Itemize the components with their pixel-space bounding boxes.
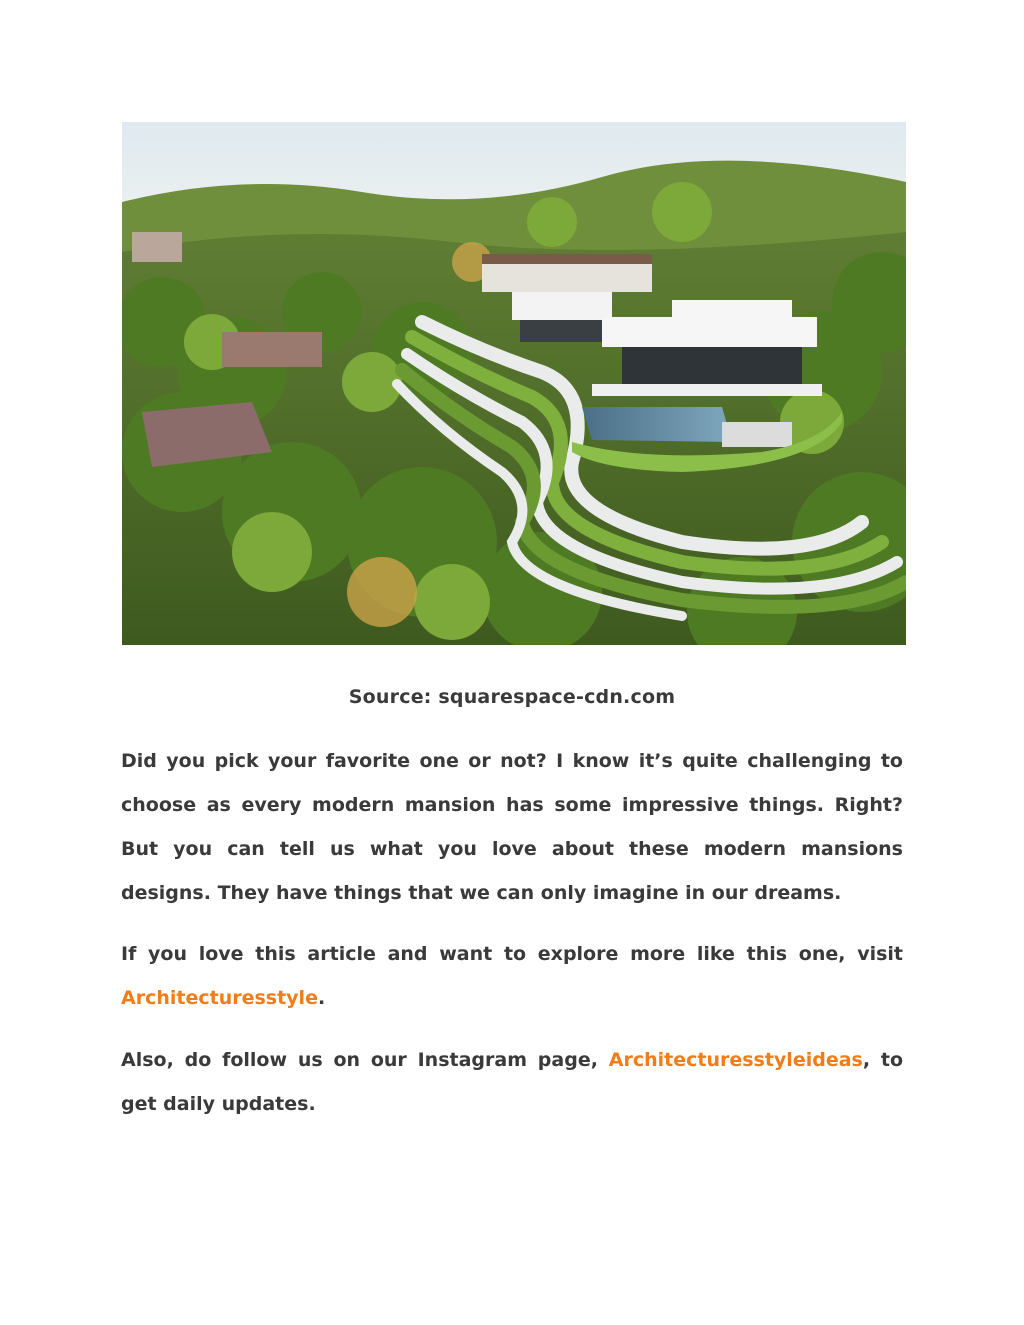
architecturesstyle-link[interactable]: Architecturesstyle: [121, 987, 318, 1009]
paragraph-instagram: [121, 1038, 903, 1126]
paragraph-explore-text: If you love this article and want to explore more like this one, visit: [121, 943, 903, 965]
paragraph-instagram-text: Also, do follow us on our Instagram page,: [121, 1049, 609, 1071]
mansion-photo-drawing: [122, 122, 906, 645]
paragraph-instagram-tail: , to get daily updates.: [121, 1049, 904, 1115]
mansion-photo: [122, 122, 906, 645]
paragraph-favorite: Did you pick your favorite one or not? I know it’s quite challenging to choose as every modern mansion has some impressive things. Right? But you can tell us what you love about these modern mansions designs. They have things that we can only imagine in our dreams.: [121, 750, 903, 904]
image-source-caption: Source: squarespace-cdn.com: [348, 686, 676, 708]
paragraph-explore-period: .: [317, 987, 326, 1009]
paragraph-explore: [121, 932, 903, 1020]
architecturesstyleideas-instagram-link[interactable]: Architecturesstyleideas: [608, 1049, 863, 1071]
